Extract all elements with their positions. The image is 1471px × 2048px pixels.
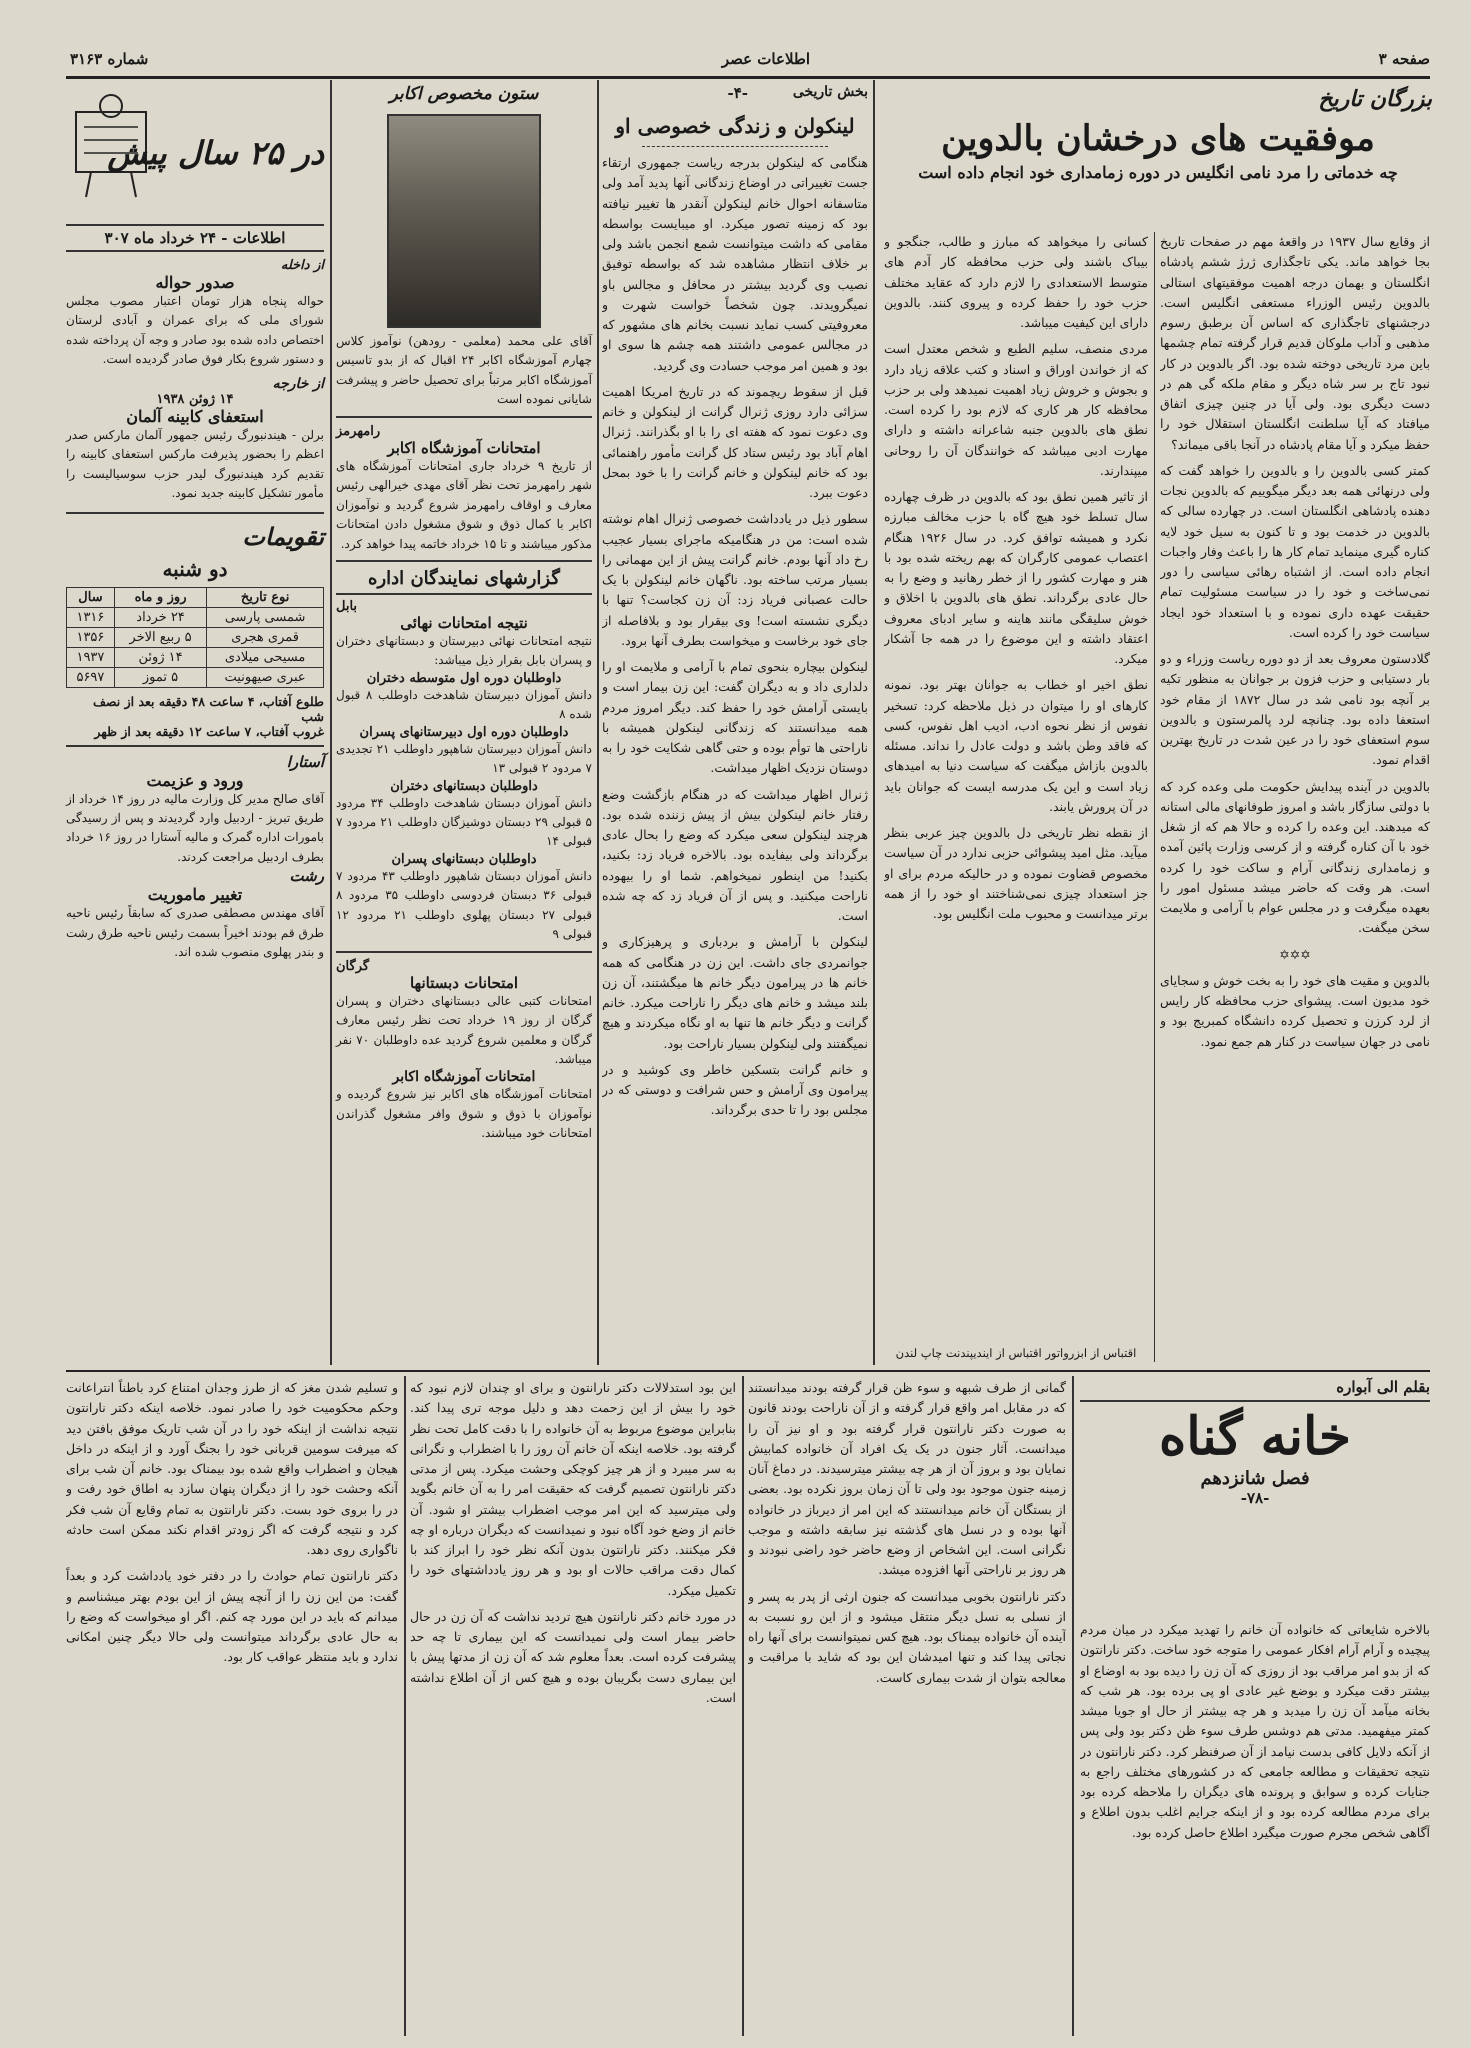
- serial-story-header: [1080, 1378, 1430, 1513]
- masthead: در ۲۵ سال پیش: [107, 134, 324, 172]
- story-col-1: بالاخره شایعاتی که خانواده آن خانم را تهدید میکرد در میان مردم پیچیده و آرام آرام افکار عمومی را متوجه خود ساخت. دکتر نارانتون که از بدو امر مراقب بود از روزی که آن زن را دیده بود به اوضاع او بیشتر دقت میکرد و بوضع غیر عادی او پی برده بود. هر شب که بخانه میآمد آن زن را میدید و هر چه بیشتر از حال او جویا میشد کمتر میفهمید. مدتی هم دوشس طرف سوء ظن دکتر بود ولی پس از آنکه دلایل کافی بدست نیامد از آن صرفنظر کرد. دکتر نارانتون در نتیجه تحقیقات و مطالعه جامعی که در کشورهای مختلف راجع به جنایات کرده و سوابق و پرونده های دیگران را ملاحظه کرده بود برای مردم مطالعه کرده بود و از اینکه جرایم اغلب بدون اطلاع و آگاهی شخص مجرم صورت میگیرد اطلاع حاصل کرده بود.: [1080, 1622, 1430, 1840]
- table-cell: شمسی پارسی: [207, 607, 324, 627]
- table-cell: ۵ ربیع الاخر: [114, 627, 206, 647]
- sunset-time: غروب آفتاب، ۷ ساعت ۱۲ دقیقه بعد از ظهر: [94, 723, 324, 739]
- paragraph: کسانی را میخواهد که مبارز و طالب، جنگجو و بیباک باشند ولی حزب محافظه کار آدم های متوسط الاستعدادی را لازم دارد که عقاید مختلف حزب خود را حفظ کرده و پیروی کنند. بالدوین دارای این کیفیت میباشد.: [884, 234, 1148, 330]
- subhead: گزارشهای نمایندگان اداره: [368, 567, 560, 589]
- paragraph: بالدوین در آینده پیدایش حکومت ملی وعده کرد که با دولتی سازگار باشد و امروز طوفانهای مالی استانه که میدهند. این وعده را کرده و حالا هم که از شغل خود با آن کناره گرفته و از کرسی وزارت پائین آمده و زمامداری زندگانی آرام و ساکت خود را کرده است. هر وقت که حاضر میشد مسئول امور را بعهده میگرفت و در مجلس عوام با آرامی و ملایمت سخن میگفت.: [1160, 778, 1430, 936]
- story-col-4: [66, 1378, 398, 2028]
- table-cell: مسیحی میلادی: [207, 647, 324, 667]
- paragraph: لینکولن با آرامش و بردباری و پرهیزکاری و جوانمردی جای داشت. این زن در هنگامی که همه خانم ها در پیرامون دیگر خانم ها میگشتند، آن زن بلند میشد و خانم های دیگر را ناراحت میکرد. خانم گرانت و دیگر خانم ها تنها به او نگاه میکردند و هیچ نمیگفتند ولی لینکولن بسیار ناراحت بود.: [602, 934, 868, 1051]
- divider: [642, 146, 828, 147]
- column-divider: [873, 80, 875, 1365]
- lincoln-body: [602, 153, 868, 1353]
- section-label: بخش تاریخی: [792, 84, 868, 100]
- article-headline: لینکولن و زندگی خصوصی او: [615, 114, 855, 138]
- part-number: -۷۸-: [1240, 1489, 1270, 1508]
- table-cell: ۵۶۹۷: [67, 667, 115, 687]
- paragraph: سطور ذیل در یادداشت خصوصی ژنرال اهام نوشته شده است: من در هنگامیکه ماجرای بسیار عجیب رخ داد آنها بودم. خانم گرانت پیش از این مهمانی را بسیار مرتب ساخته بود. ناگهان خانم لینکولن با یک حالت عصبانی فریاد زد: آن زن کجاست؟ تنها با دیگری نشسته است! وی بیقرار بود و بلافاصله از جای خود برخاست و میخواست بطرف آنها برود.: [602, 511, 868, 648]
- table-cell: ۱۳۵۶: [67, 627, 115, 647]
- subhead: تغییر ماموریت: [147, 885, 243, 905]
- subhead: داوطلبان دبستانهای پسران: [391, 851, 537, 867]
- paragraph: هنگامی که لینکولن بدرجه ریاست جمهوری ارتقاء جست تغییراتی در اوضاع زندگانی آنها پدید آمد ولی متاسفانه احوال خانم لینکولن آنقدر ها تغییر نیافته بود که زمینه تصور میکرد. او میبایست بواسطه مقامی که داشت میتوانست شمع انجمن باشد ولی بر خلاف انتظار مشاهده شد که بواسطه توفیق نصیب وی گردید بیشتر در محافل و مجالس باو نمیگرویدند. چون شخصاً خواست شهرت و معروفیتی کسب نماید نسبت بخانم های مشهور که در مجالس عمومی داشتند همه چشم ها سوی او بود و همین امر موجب حسادت وی گردید.: [602, 155, 868, 373]
- paragraph: نتیجه امتحانات نهائی دبیرستان و دبستانهای دختران و پسران بابل بقرار ذیل میباشد:: [336, 633, 592, 668]
- table-row: [67, 607, 324, 627]
- city-label: آستارا: [286, 752, 324, 771]
- paragraph: قبل از سقوط ریچموند که در تاریخ امریکا اهمیت سزائی دارد روزی ژنرال گرانت از لینکولن و خانم وی دعوت نمود که هفته ای را با او بگذرانند. ژنرال اهام آباد بود رئیس ستاد کل گرانت مأمور راهنمائی بود که خانم لینکولن و خانم گرانت را با خود بمحل دعوت ببرد.: [602, 383, 868, 500]
- table-row: [67, 647, 324, 667]
- column-header: روز و ماه: [114, 587, 206, 607]
- subhead: استعفای کابینه آلمان: [126, 406, 264, 426]
- column-divider: [1154, 232, 1155, 1362]
- page-header: [70, 50, 1430, 74]
- ornament: ✡✡✡: [1279, 946, 1311, 962]
- paragraph: آقای صالح مدیر کل وزارت مالیه در روز ۱۴ خرداد از طریق تبریز - اردبیل وارد گردیدند و پس از رسیدگی بامورات اداره گمرک و مالیه آستارا در روز ۱۶ خرداد بطرف اردبیل مراجعت کردند.: [66, 791, 325, 864]
- paragraph: از تاثیر همین نطق بود که بالدوین در ظرف چهارده سال تسلط خود هیچ گاه با حزب مخالف مبارزه نکرد و همیشه توافق کرد. در سال ۱۹۲۶ هنگام اعتصاب عمومی کارگران که بهم ریخته شده بود با هنر و مهارت کشور را از خطر رهانید و وضع را به حال عادی برگرداند. نطق های بالدوین با اخلاق و خوش سلیقگی مانند هاینه و سایر ادبای معروف اعتقاد داشته و این موضوع را در همه جا آشکار میکرد.: [884, 489, 1148, 666]
- paragraph: لینکولن بیچاره بنحوی تمام با آرامی و ملایمت او را دلداری داد و به دیگران گفت: این زن بیمار است و بایستی آرامش خود را حفظ کند. دیگر امروز مردم همه میدانستند که زندگانی لینکولن همیشه با ناراحتی ها توأم بوده و حتی گاهی شکایت خود را به دوستان نزدیک اظهار میداشت.: [602, 659, 868, 776]
- byline: بقلم الی آبواره: [1336, 1378, 1430, 1396]
- subhead: داوطلبان دوره اول دبیرستانهای پسران: [359, 724, 569, 740]
- table-row: [67, 667, 324, 687]
- subhead: داوطلبان دوره اول متوسطه دختران: [366, 670, 562, 686]
- table-cell: ۲۴ خرداد: [114, 607, 206, 627]
- column-divider: [597, 80, 599, 1365]
- chapter-label: فصل شانزدهم: [1200, 1468, 1310, 1490]
- story-col-3: [410, 1378, 736, 2028]
- paragraph: از تاریخ ۹ خرداد جاری امتحانات آموزشگاه های شهر رامهرمز تحت نظر آقای مهدی خیرالهی رئیس معارف و اوقاف رامهرمز شروع گردید و نوآموزان اکابر با کمال ذوق و شوق مشغول دادن امتحانات مذکور میباشند و تا ۱۵ خرداد خاتمه پیدا خواهد کرد.: [336, 458, 592, 551]
- table-cell: ۱۴ ژوئن: [114, 647, 206, 667]
- date-label: ۱۴ ژوئن ۱۹۳۸: [156, 391, 234, 407]
- column-divider: [1072, 1376, 1074, 2036]
- paragraph: دانش آموزان دبیرستان شاهدخت داوطلب ۸ قبول شده ۸: [336, 687, 592, 722]
- paragraph: دانش آموزان دبستان شاهپور داوطلب ۴۳ مردود ۷ قبولی ۳۶ دبستان فردوسی داوطلب ۳۵ مردود ۸ قبولی ۲۷ دبستان پهلوی داوطلب ۲۱ مردود ۱۲ قبولی ۹: [336, 868, 593, 942]
- calendar-heading: تقویمات: [242, 521, 324, 551]
- issue-number: شماره ۳۱۶۳: [70, 50, 149, 68]
- subhead: نتیجه امتحانات نهائی: [400, 613, 528, 632]
- paragraph: دکتر نارانتون تمام حوادث را در دفتر خود یادداشت کرد و بعداً گفت: من این زن را از آنچه پیش از این بودم بهتر میشناسم و میدانم که باید در این مورد چه کنم. اگر او میخواست که وضع را به حال عادی برگرداند میتوانست ولی حالا دیگر چنین امکانی ندارد و باید منتظر عواقب کار بود.: [66, 1568, 398, 1665]
- day-name: دو شنبه: [162, 556, 228, 581]
- paragraph: نطق اخیر او خطاب به جوانان بهتر بود. نمونه کارهای او را میتوان در ذیل ملاحظه کرد: تسخیر نفوس از نظر نحوه ادب، ادیب اهل نفوس، کسی که فاقد وطن باشد و دولت عادل را نداند. مسئله بالدوین بازاش میگفت که سیاست دنیا به امیدهای زیاد است و این یک مدرسه ایست که جوانان باید در آن پرورش یابند.: [884, 677, 1148, 814]
- paragraph: برلن - هیندنبورگ رئیس جمهور آلمان مارکس صدر اعظم را بحضور پذیرفت مارکس استعفای کابینه را تقدیم کرد هیندنبورگ لیدر حزب سوسیالیست را مأمور تشکیل کابینه جدید نمود.: [66, 427, 324, 501]
- paragraph: این بود استدلالات دکتر نارانتون و برای او چندان لازم نبود که خود را بیش از این زحمت دهد و دلیل موجه تری پیدا کند. بنابراین موضوع مربوط به آن خانواده را با دقت کامل تحت نظر گرفته بود. خلاصه اینکه آن خانم آن روز را با اضطراب و نگرانی به سر میبرد و از هر چیز کوچکی وحشت میکرد. پس از مدتی دکتر نارانتون تصمیم گرفت که حقیقت امر را به آن خانم بگوید ولی میترسید که این امر موجب اضطراب بیشتر او شود. آن خانم از وضع خود آگاه نبود و نمیدانست که دیگران درباره او چه فکر میکنند. دکتر نارانتون بدون آنکه نظر خود را ابراز کند با کمال دقت مراقب حالات او بود و هر روز یادداشتهای خود را تکمیل میکرد.: [410, 1380, 736, 1598]
- subhead: امتحانات دبستانها: [409, 973, 519, 992]
- paragraph: ژنرال اظهار میداشت که در هنگام بازگشت وضع رفتار خانم لینکولن بیش از پیش زننده شده بود. هرچند لینکولن سعی میکرد که وضع را بحال عادی برگرداند ولی بیفایده بود. بالاخره فریاد زد: بکنید، بکنید! من اینطور نمیخواهم. شما او را بیهوده ناراحت میکنید. و پس از آن فریاد زد که چه شده است.: [602, 786, 868, 923]
- photo-caption: آقای علی محمد (معلمی - رودهن) نوآموز کلاس چهارم آموزشگاه اکابر ۲۴ اقبال که از بدو تاسیس آموزشگاه اکابر مرتباً برای تحصیل حاضر و پیشرفت شایانی نموده است: [336, 334, 592, 407]
- portrait-photo: [387, 114, 541, 328]
- story-col-2: [748, 1378, 1066, 2028]
- table-row: [67, 627, 324, 647]
- paragraph: گلادستون معروف بعد از دو دوره ریاست وزراء و دو بار دستیابی و حزب فزون بر جوانان به منظور تکیه بر آنچه بود نامی شد در سال ۱۸۷۲ از مقام خود استعفا داده بود. چنانچه لرد پالمرستون و بالدوین سوم استعفای خود را در عین شدت در تاریخ بهترین اقدام نمود.: [1160, 651, 1430, 768]
- paragraph: از وقایع سال ۱۹۳۷ در واقعهٔ مهم در صفحات تاریخ بجا خواهد ماند. یکی تاجگذاری ژرژ ششم پادشاه انگلستان و بهمان درجه اهمیت موفقیتهای استالی بالدوین رئیس الوزراء مستعفی انگلیس است. درجشنهای تاجگذاری که اساس آن برطبق رسوم مذهبی و آداب ملوکان قدیم قرار گرفته تمام چشمها باین مرد تاریخی دوخته شده بود. اگر بالدوین در کار نبود تاج بر سر شاه دیگر و مقام ملکه گی هم در دست دیگری بود. ولی آیا در چنین چیزی اتفاق میافتاد که آیا سلطنت انگلستان استقلال خود را حفظ میکرد و آیا مقام پادشاه در آنجا باقی میماند؟: [1160, 234, 1430, 452]
- source-note: اقتباس از ابزرواتور اقتباس از ایندیپندنت چاپ لندن: [895, 1346, 1137, 1360]
- city-label: رامهرمز: [336, 423, 381, 439]
- header-rule: [66, 76, 1430, 79]
- column-divider: [330, 80, 332, 1365]
- history-column: [66, 84, 324, 963]
- paragraph: دانش آموزان دبستان شاهدخت داوطلب ۳۴ مردود ۵ قبولی ۲۹ دبستان دوشیزگان داوطلب ۲۱ مردود ۷ قبولی ۱۴: [336, 795, 592, 849]
- table-header-row: [67, 587, 324, 607]
- subhead: ورود و عزیمت: [146, 770, 244, 790]
- section-kicker: بزرگان تاریخ: [1318, 86, 1432, 112]
- paragraph: آقای مهندس مصطفی صدری که سابقاً رئیس ناحیه طرق قم بودند اخیراً بسمت رئیس ناحیه طرق رشت و بندر پهلوی منصوب شده اند.: [66, 906, 324, 960]
- city-label: بابل: [336, 598, 358, 614]
- paragraph: دانش آموزان دبیرستان شاهپور داوطلب ۲۱ تجدیدی ۷ مردود ۲ قبولی ۱۳: [336, 741, 592, 776]
- paragraph: کمتر کسی بالدوین را و بالدوین را خواهد گفت که ولی درنهائی همه بعد دیگر میگوییم که بالدوین نجات دهنده پادشاهی انگلستان است. در چهارده سالی که بالدوین در خدمت بود و تا کنون به سیل خود لایه کناره گیری مینماید تمام کار ها را باعث وفار واجبات انجام داده است. از اشتباه رهائی سیاسی را دور نمی‌ساخت و خود را در سیاست مسئولیت تمام حقیقت عهده داری نموده و با استعداد خود ایجاد سیاست خود را کرده است.: [1160, 462, 1430, 640]
- table-cell: عبری صیهونیت: [207, 667, 324, 687]
- article-subheadline: چه خدماتی را مرد نامی انگلیس در دوره زمامداری خود انجام داده است: [918, 163, 1398, 182]
- column-header: سال: [67, 587, 115, 607]
- page-tag: -۴-: [727, 84, 748, 102]
- lincoln-article: [602, 84, 868, 1353]
- subhead: صدور حواله: [155, 273, 235, 292]
- column-divider: [404, 1376, 406, 2036]
- table-cell: ۵ تموز: [114, 667, 206, 687]
- paragraph: مردی منصف، سلیم الطبع و شخص معتدل است که از خواندن اوراق و اسناد و کتب علاقه زیاد دارد و بجوش و خروش زیاد اهمیت نمیدهد ولی بر حزب محافظه کار هر کاری که لازم بود را کرده است. نطق های بالدوین جنبه شاعرانه داشته و دارای مهارت ادبی میباشد که خوانندگان آن را روحانی میپندارند.: [884, 341, 1148, 478]
- subhead: داوطلبان دبستانهای دختران: [390, 778, 538, 794]
- baldwin-col-2: [884, 232, 1148, 1342]
- table-cell: قمری هجری: [207, 627, 324, 647]
- table-cell: ۱۳۱۶: [67, 607, 115, 627]
- paragraph: بالدوین و مقیت های خود را به بخت خوش و سجایای خود مدیون است. پیشوای حزب محافظه کار رایس از لرد کرزن و تحصیل کرده دانشگاه کمبریج بود و نامی در جهان سیاست در کنار هم جمع نمود.: [1160, 972, 1430, 1049]
- date-line: اطلاعات - ۲۴ خرداد ماه ۳۰۷: [66, 224, 324, 252]
- paragraph: امتحانات آموزشگاه های اکابر نیز شروع گردیده و نوآموزان با ذوق و شوق وافر مشغول گذراندن امتحانات خود میباشند.: [336, 1087, 592, 1141]
- article-headline: موفقیت های درخشان بالدوین: [941, 118, 1375, 159]
- story-title: خانه گناه: [1159, 1406, 1351, 1467]
- section-label: از خارجه: [272, 375, 324, 392]
- sunrise-time: طلوع آفتاب، ۴ ساعت ۴۸ دقیقه بعد از نصف شب: [92, 693, 324, 724]
- city-label: گرگان: [336, 958, 370, 974]
- paragraph: گمانی از طرف شبهه و سوء ظن قرار گرفته بودند میدانستند که در مقابل امر واقع قرار گرفته و از آن ناراحت بودند قانون به صورت دکتر نارانتون قرار گرفته بود و او نیز آن را میدانست. آثار جنون در یک یک افراد آن خانواده کمابیش نمایان بود و بروز آن از هر چه بیشتر میترسیدند. در دماغ آنان زمینه جنون موجود بود ولی تا آن زمان بروز نکرده بود. بعضی از بستگان آن خانم میدانستند که این امر از دیرباز در خانواده آنها بوده و در نسل های گذشته نیز سابقه داشته و موجب نگرانی است. این اشخاص از وضع حاضر خود راضی نبودند و هر روز بر ناراحتی آنها افزوده میشد.: [748, 1380, 1066, 1578]
- table-cell: ۱۹۳۷: [67, 647, 115, 667]
- column-header: نوع تاریخ: [207, 587, 324, 607]
- paragraph: و تسلیم شدن مغز که از طرز وجدان امتناع کرد باطناً انتراعانت وحکم محکومیت خود را صادر نمود. خلاصه اینکه دکتر نارانتون نتیجه نداشت از اینکه خود را در آن شب تاریک موفق بافتن دید که میرفت سومین قربانی خود را بجنگ آورد و از اینکه در داخل هیجان و اضطراب واقع شده بود بیمناک بود. خانم آن شب برای آنکه وحشت خود را از دیگران پنهان سازد به اطاق خود رفت و در را بروی خود بست. دکتر نارانتون به تمام وقایع آن شب فکر کرد و نتیجه گرفت که اگر زودتر اقدام نکند ممکن است حادثه ناگواری روی دهد.: [66, 1380, 398, 1557]
- reports-column: [336, 84, 592, 1144]
- baldwin-article: [884, 86, 1432, 182]
- subhead: امتحانات آموزشگاه اکابر: [387, 438, 541, 457]
- section-rule: [66, 1370, 1430, 1372]
- page-number: صفحه ۳: [1378, 50, 1430, 68]
- baldwin-col-1: [1160, 232, 1430, 1362]
- paragraph: در مورد خانم دکتر نارانتون هیچ تردید نداشت که آن زن در حال حاضر بیمار است ولی نمیدانست که این بیماری تا چه حد پیشرفت کرده است. بعداً معلوم شد که آن زن از مدتها پیش با این بیماری دست بگریبان بوده و هیچ کس از آن اطلاع نداشته است.: [410, 1608, 736, 1705]
- city-label: رشت: [289, 867, 324, 886]
- paragraph: و خانم گرانت بتسکین خاطر وی کوشید و در پیرامون وی آرامش و حس شرافت و دوستی که در مجلس بود را تا حدی برگرداند.: [602, 1061, 868, 1118]
- subhead: امتحانات آموزشگاه اکابر: [392, 1069, 536, 1086]
- column-divider: [742, 1376, 744, 2036]
- paragraph: دکتر نارانتون بخوبی میدانست که جنون ارثی از پدر به پسر و از نسلی به نسل دیگر منتقل میشود و از این رو نسبت به آینده آن خانواده بیمناک بود. هیچ کس نمیتوانست برای آنها راه نجاتی پیدا کند و تنها امیدشان این بود که شاید با مراقبت و معالجه بتوان از شدت بیماری کاست.: [748, 1588, 1066, 1685]
- paragraph: از نقطه نظر تاریخی دل بالدوین چیز عربی بنظر میآید. مثل امید پیشوائی حزبی ندارد در آن سیاست مخصوص قضاوت نموده و در حالیکه مردم برای او جز استعداد چیزی نمی‌شناختند او خود را از همه برتر میدانست و محبوب ملت انگلیس بود.: [884, 825, 1148, 921]
- calendar-table: [66, 587, 324, 688]
- section-label: ستون مخصوص اکابر: [389, 84, 539, 104]
- paragraph: امتحانات کتبی عالی دبستانهای دختران و پسران گرگان از روز ۱۹ خرداد تحت نظر رئیس معارف گرگان و معلمین شروع گردید عده داوطلبان ۷۰ نفر میباشد.: [336, 993, 592, 1066]
- section-label: از داخله: [280, 258, 324, 273]
- paper-name: اطلاعات عصر: [721, 50, 810, 68]
- paragraph: حواله پنجاه هزار تومان اعتبار مصوب مجلس شورای ملی که برای عمران و آبادی لرستان اختصاص داده شده بود صادر و وجه آن پرداخته شده و دستور شروع بکار فوق صادر گردیده است.: [66, 294, 324, 367]
